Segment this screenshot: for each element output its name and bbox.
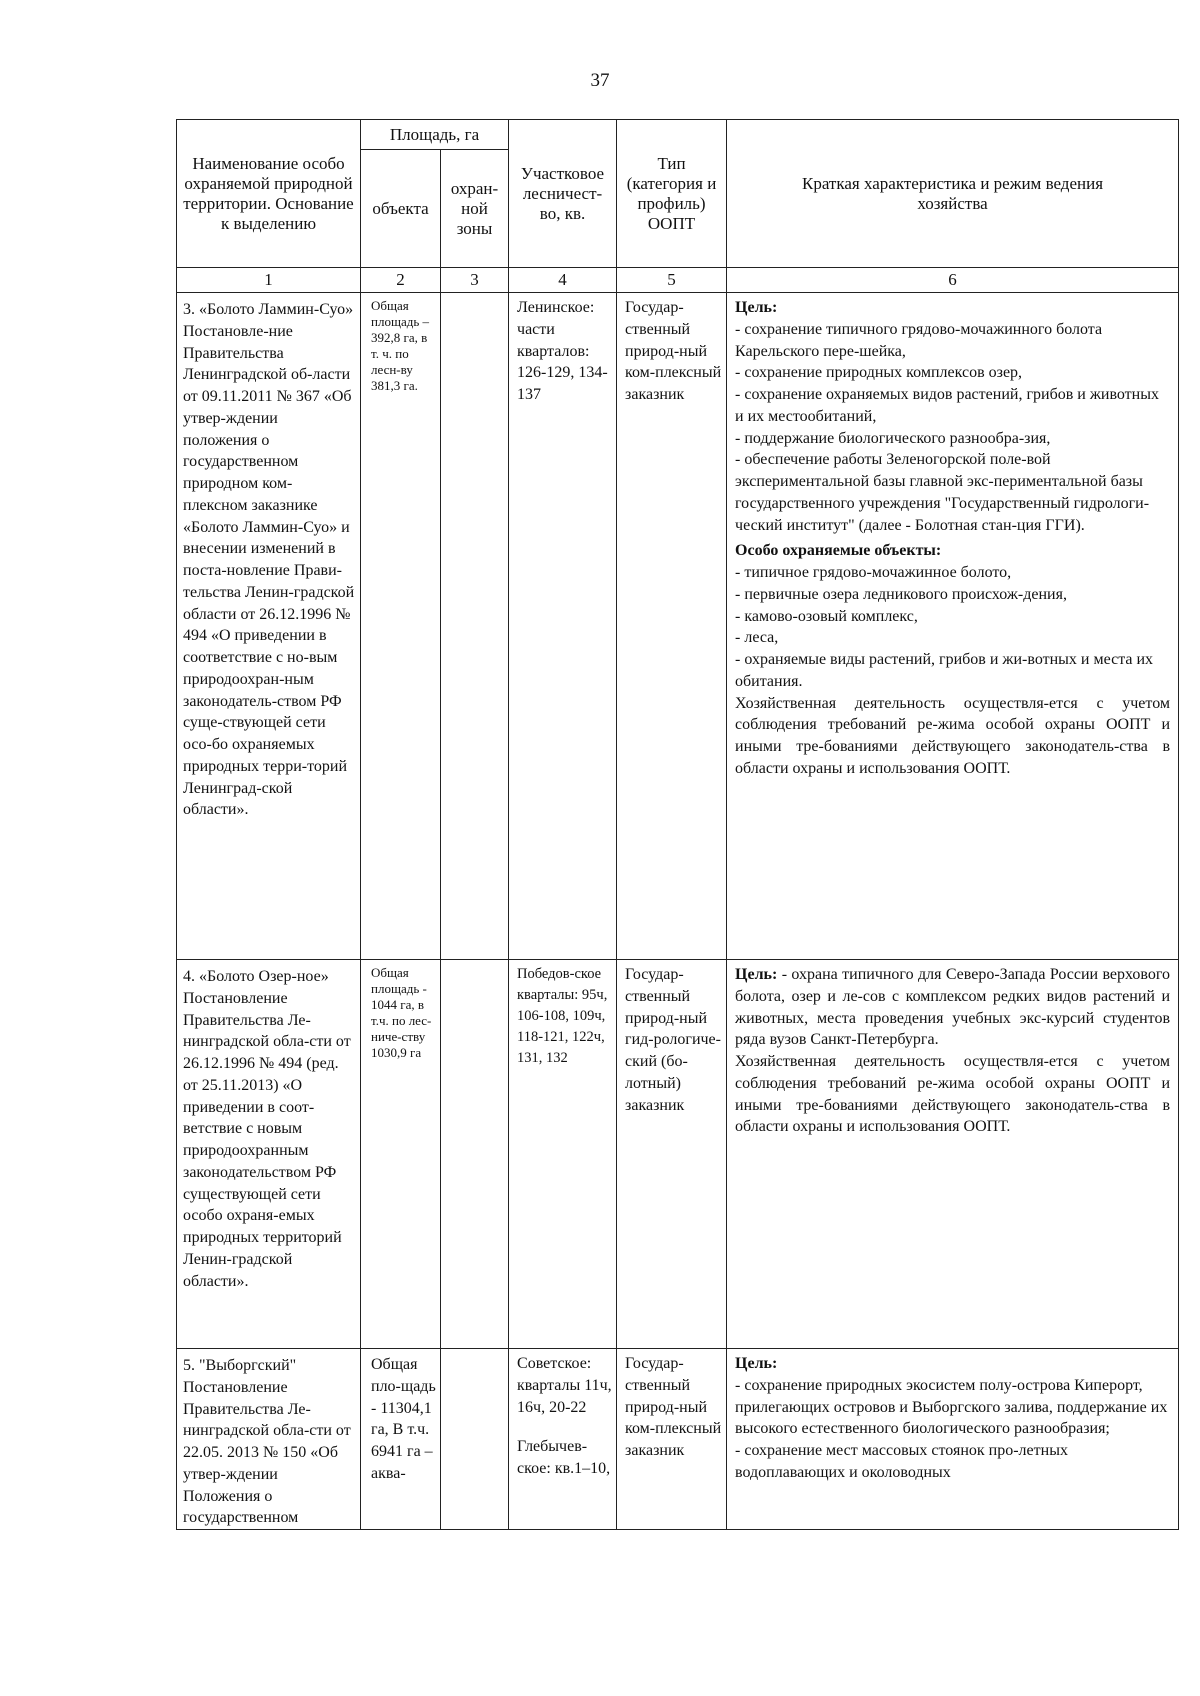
object-item: - охраняемые виды растений, грибов и жи-вотных и места их обитания. (735, 651, 1154, 690)
row-name: 3. «Болото Ламмин-Суо» Постановле-ние Правительства Ленинградской об-ласти от 09.11.2011 № 367 «Об утвер-ждении положения о государственном природном ком-плексном заказнике «Болото Ламмин-Суо» и внесении изменений в поста-новление Прави-тельства Ленин-градской области от 26.12.1996 № 494 «О приведении в соответствие с но-вым природоохран-ным законодатель-ством РФ суще-ствующей сети осо-бо охраняемых природных терри-торий Ленинград-ской области». (177, 293, 361, 960)
header-forestry: Участковое лесничест-во, кв. (509, 120, 617, 268)
table-row (177, 293, 1179, 960)
forestry-entry: Глебычев-ское: кв.1–10, (517, 1438, 611, 1477)
regime-text: Хозяйственная деятельность осуществля-ется с учетом соблюдения требований ре-жима особой охраны ООПТ и иными тре-бованиями действующего законодатель-ства в области охраны и использования ООПТ. (735, 1053, 1171, 1136)
row-name: 5. "Выборгский" Постановление Правительства Ле-нинградской обла-сти от 22.05. 2013 № 150 «Об утвер-ждении Положения о государственном (177, 1349, 361, 1530)
regime-text: Хозяйственная деятельность осуществля-ется с учетом соблюдения требований ре-жима особой охраны ООПТ и иными тре-бованиями действующего законодатель-ства в области охраны и использования ООПТ. (735, 694, 1171, 777)
header-name: Наименование особо охраняемой природной территории. Основание к выделению (177, 120, 361, 268)
goal-item: - сохранение мест массовых стоянок про-летных водоплавающих и околоводных (735, 1442, 1068, 1481)
column-number: 5 (617, 268, 727, 293)
object-item: - камово-озовый комплекс, (735, 607, 918, 625)
goal-item: - сохранение типичного грядово-мочажинного болота Карельского пере-шейка, (735, 320, 1103, 360)
object-item: - леса, (735, 629, 779, 647)
row-protected-zone (441, 1349, 509, 1530)
goal-label: Цель: (735, 966, 778, 983)
goal-label: Цель: (735, 1355, 778, 1372)
column-number: 2 (361, 268, 441, 293)
row-protected-zone (441, 293, 509, 960)
row-description (727, 960, 1179, 1349)
table-row (177, 1349, 1179, 1530)
header-area-object: объекта (361, 150, 441, 268)
goal-item: - сохранение природных экосистем полу-острова Киперорт, прилегающих островов и Выборгского залива, поддержание их высокого естественного биологического разнообразия; (735, 1376, 1168, 1438)
row-protected-zone (441, 960, 509, 1349)
header-type: Тип (категория и профиль) ООПТ (617, 120, 727, 268)
row-forestry (509, 1349, 617, 1530)
goal-label: Цель: (735, 299, 778, 316)
row-area: Общая пло-щадь - 11304,1 га, В т.ч. 6941 га – аква- (361, 1349, 441, 1530)
object-item: - типичное грядово-мочажинное болото, (735, 564, 1012, 581)
row-type: Государ-ственный природ-ный ком-плексный заказник (617, 293, 727, 960)
header-area-zone: охран-ной зоны (441, 150, 509, 268)
row-forestry: Ленинское: части кварталов: 126-129, 134-137 (509, 293, 617, 960)
column-number: 6 (727, 268, 1179, 293)
goal-item: - сохранение охраняемых видов растений, грибов и животных и их местообитаний, (735, 386, 1159, 425)
row-name: 4. «Болото Озер-ное» Постановление Правительства Ле-нинградской обла-сти от 26.12.1996 № 494 (ред. от 25.11.2013) «О приведении в соот-ветствие с новым природоохранным законодательством РФ существующей сети особо охраня-емых природных территорий Ленин-градской области». (177, 960, 361, 1349)
protected-areas-table (176, 119, 1179, 1530)
forestry-entry: Советское: кварталы 11ч, 16ч, 20-22 (517, 1355, 612, 1416)
objects-label: Особо охраняемые объекты: (735, 542, 942, 560)
column-numbers-row (177, 268, 1179, 293)
row-type: Государ-ственный природ-ный гид-рологиче-ский (бо-лотный) заказник (617, 960, 727, 1349)
row-description (727, 293, 1179, 960)
goal-item: - поддержание биологического разнообра-зия, (735, 429, 1051, 447)
column-number: 4 (509, 268, 617, 293)
goal-item: - сохранение природных комплексов озер, (735, 364, 1023, 382)
page-number: 37 (590, 70, 610, 91)
goal-text: - охрана типичного для Северо-Запада России верхового болота, озер и ле-сов с комплексом редких видов растений и животных, места проведения учебных экс-курсий студентов ряда вузов Санкт-Петербурга. (735, 966, 1171, 1049)
object-item: - первичные озера ледникового происхож-дения, (735, 585, 1067, 603)
row-forestry: Победов-ское кварталы: 95ч, 106-108, 109ч, 118-121, 122ч, 131, 132 (509, 960, 617, 1349)
row-area: Общая площадь – 392,8 га, в т. ч. по лесн-ву 381,3 га. (361, 293, 441, 960)
row-type: Государ-ственный природ-ный ком-плексный заказник (617, 1349, 727, 1530)
row-area: Общая площадь - 1044 га, в т.ч. по лес-ниче-ству 1030,9 га (361, 960, 441, 1349)
goal-item: - обеспечение работы Зеленогорской поле-вой экспериментальной базы главной экс-периментальной базы государственного учреждения "Государственный гидрологи-ческий институт" (далее - Болотная стан-ция ГГИ). (735, 451, 1150, 534)
table-row (177, 960, 1179, 1349)
header-description: Краткая характеристика и режим ведения хозяйства (727, 120, 1179, 268)
column-number: 3 (441, 268, 509, 293)
header-area: Площадь, га (361, 120, 509, 150)
column-number: 1 (177, 268, 361, 293)
row-description (727, 1349, 1179, 1530)
